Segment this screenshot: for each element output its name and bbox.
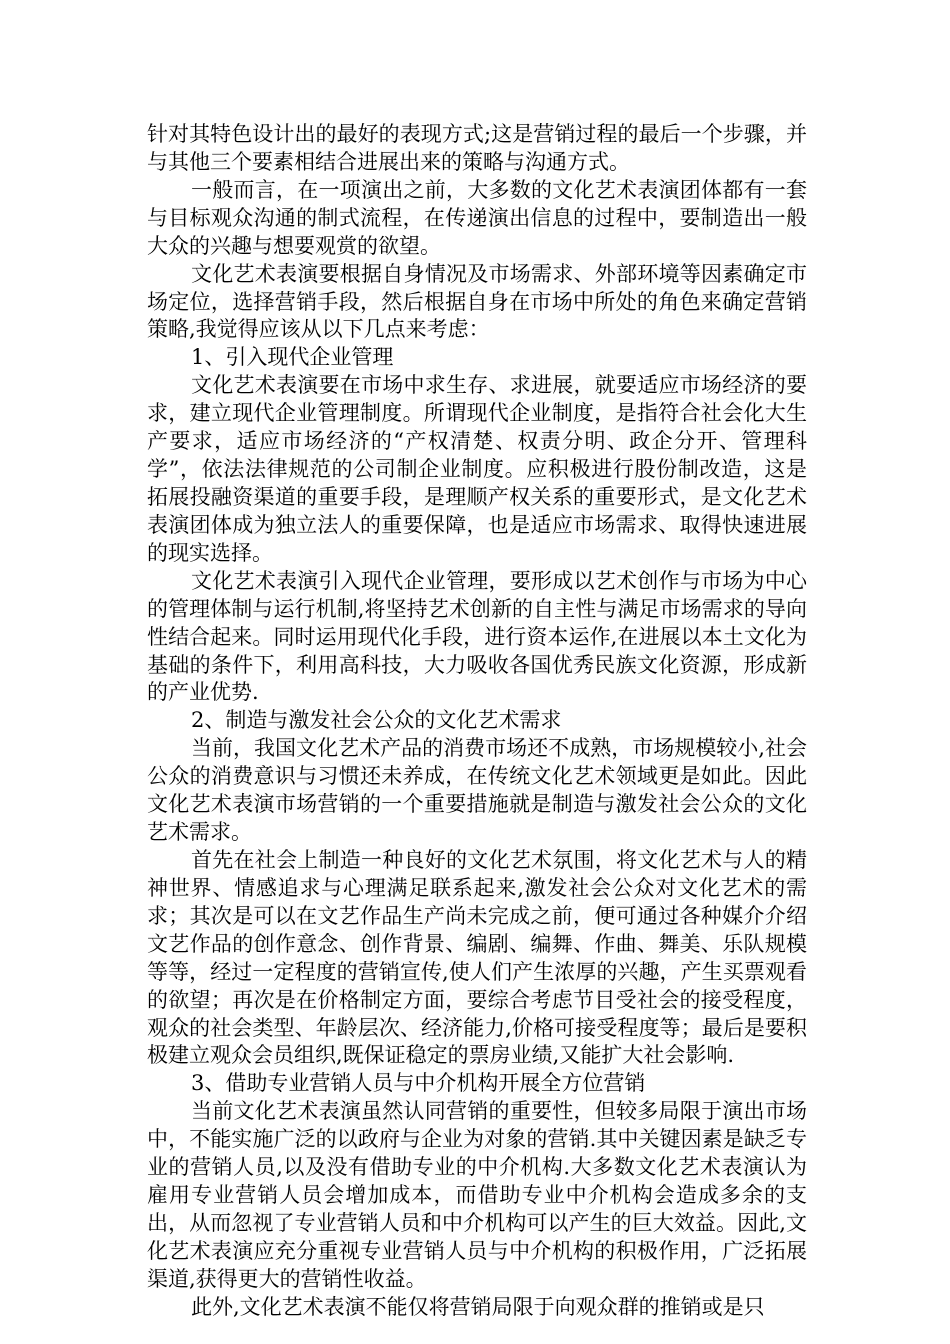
paragraph: 文化艺术表演要根据自身情况及市场需求、外部环境等因素确定市场定位，选择营销手段，然后根据自身在市场中所处的角色来确定营销策略,我觉得应该从以下几点来考虑：	[147, 261, 807, 342]
paragraph: 首先在社会上制造一种良好的文化艺术氛围，将文化艺术与人的精神世界、情感追求与心理满足联系起来,激发社会公众对文化艺术的需求；其次是可以在文艺作品生产尚未完成之前，便可通过各种媒介介绍文艺作品的创作意念、创作背景、编剧、编舞、作曲、舞美、乐队规模等等，经过一定程度的营销宣传,使人们产生浓厚的兴趣，产生买票观看的欲望；再次是在价格制定方面，要综合考虑节目受社会的接受程度，观众的社会类型、年龄层次、经济能力,价格可接受程度等；最后是要积极建立观众会员组织,既保证稳定的票房业绩,又能扩大社会影响.	[147, 847, 807, 1068]
paragraph: 文化艺术表演引入现代企业管理，要形成以艺术创作与市场为中心的管理体制与运行机制,将坚持艺术创新的自主性与满足市场需求的导向性结合起来。同时运用现代化手段，进行资本运作,在进展以本土文化为基础的条件下，利用高科技，大力吸收各国优秀民族文化资源，形成新的产业优势.	[147, 568, 807, 705]
section-heading: 2、制造与激发社会公众的文化艺术需求	[191, 708, 562, 733]
paragraph: 当前文化艺术表演虽然认同营销的重要性，但较多局限于演出市场中，不能实施广泛的以政府与企业为对象的营销.其中关键因素是缺乏专业的营销人员,以及没有借助专业的中介机构.大多数文化艺术表演认为雇用专业营销人员会增加成本，而借助专业中介机构会造成多余的支出，从而忽视了专业营销人员和中介机构可以产生的巨大效益。因此,文化艺术表演应充分重视专业营销人员与中介机构的积极作用，广泛拓展渠道,获得更大的营销性收益。	[147, 1099, 807, 1291]
section-heading: 3、借助专业营销人员与中介机构开展全方位营销	[191, 1071, 646, 1096]
paragraph: 文化艺术表演要在市场中求生存、求进展，就要适应市场经济的要求，建立现代企业管理制度。所谓现代企业制度，是指符合社会化大生产要求，适应市场经济的“产权清楚、权责分明、政企分开、管理科学”，依法法律规范的公司制企业制度。应积极进行股份制改造，这是拓展投融资渠道的重要手段，是理顺产权关系的重要形式，是文化艺术表演团体成为独立法人的重要保障，也是适应市场需求、取得快速进展的现实选择。	[147, 373, 807, 565]
paragraph: 针对其特色设计出的最好的表现方式;这是营销过程的最后一个步骤，并与其他三个要素相结合进展出来的策略与沟通方式。	[147, 122, 807, 174]
paragraph: 当前，我国文化艺术产品的消费市场还不成熟，市场规模较小,社会公众的消费意识与习惯还未养成，在传统文化艺术领域更是如此。因此文化艺术表演市场营销的一个重要措施就是制造与激发社会公众的文化艺术需求。	[147, 736, 807, 845]
paragraph: 此外,文化艺术表演不能仅将营销局限于向观众群的推销或是只	[191, 1294, 765, 1319]
paragraph: 一般而言，在一项演出之前，大多数的文化艺术表演团体都有一套与目标观众沟通的制式流程，在传递演出信息的过程中，要制造出一般大众的兴趣与想要观赏的欲望。	[147, 177, 807, 258]
document-body	[147, 121, 807, 1322]
section-heading: 1、引入现代企业管理	[191, 345, 394, 370]
